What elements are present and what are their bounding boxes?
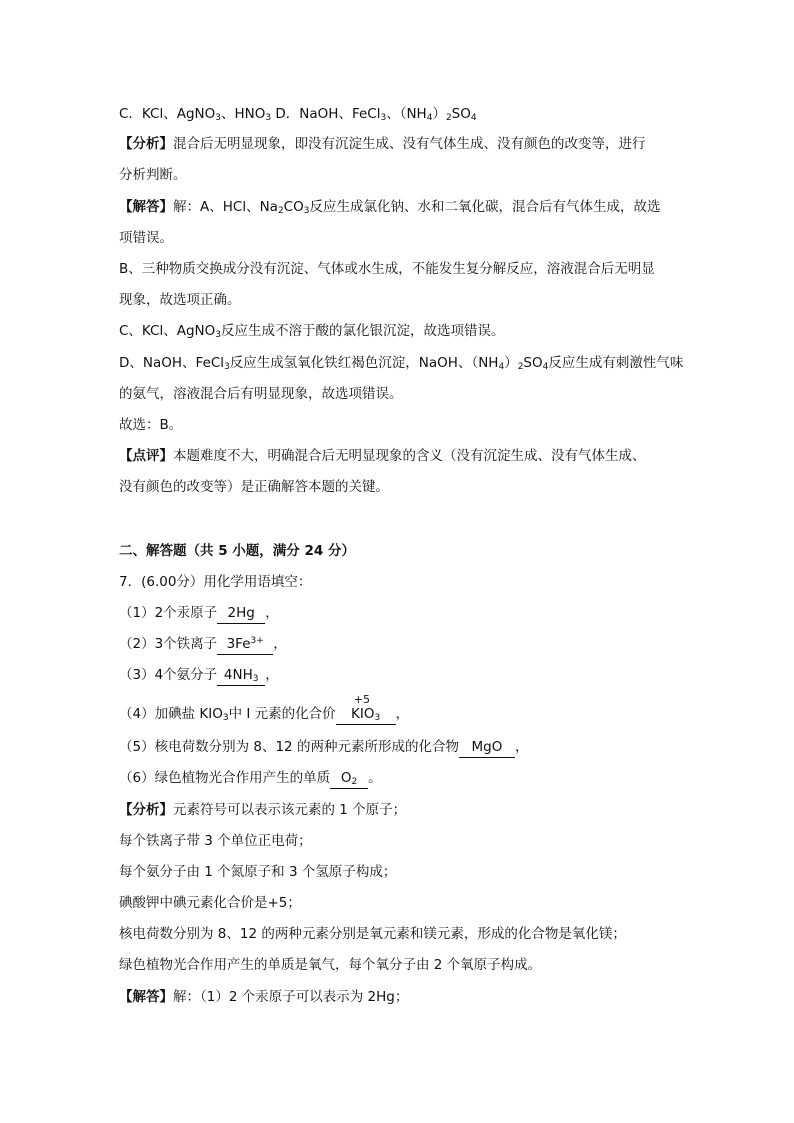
analysis-2-line-4: 碘酸钾中碘元素化合价是+5； xyxy=(119,895,301,911)
answer-blank-6: $O_2$ xyxy=(330,768,368,789)
analysis-2-line-2: 每个铁离子带 3 个单位正电荷； xyxy=(119,833,312,849)
question-7-part-2: （2）3个铁离子 $3Fe^{3+}$ ， xyxy=(119,634,287,655)
question-7-part-4: （4）加碘盐 $KIO_3$中 I 元素的化合价 K +5 $IO_3$ ， xyxy=(119,693,410,723)
valence-mark: +5 I xyxy=(353,693,370,722)
answer-line-2: 项错误。 xyxy=(119,230,173,246)
analysis-2-line-6: 绿色植物光合作用产生的单质是氧气，每个氧分子由 2 个氧原子构成。 xyxy=(119,957,542,973)
question-7: 7．(6.00分）用化学用语填空： xyxy=(119,574,312,590)
question-7-part-6: （6）绿色植物光合作用产生的单质 $O_2$ 。 xyxy=(119,770,382,787)
answer-d-line-1: D、NaOH、FeCl$_3$反应生成氢氧化铁红褐色沉淀，NaOH、$(NH_4)_2SO_4$反应生成有刺激性气味 xyxy=(119,355,684,372)
answer-blank-5: MgO xyxy=(459,737,515,758)
question-7-part-5: （5）核电荷数分别为 8、12 的两种元素所形成的化合物 MgO ， xyxy=(119,737,528,758)
analysis-2-line-3: 每个氨分子由 1 个氮原子和 3 个氢原子构成； xyxy=(119,864,397,880)
analysis-2-line-5: 核电荷数分别为 8、12 的两种元素分别是氧元素和镁元素，形成的化合物是氧化镁； xyxy=(119,926,626,942)
answer-c-line: C、KCl、AgNO$_3$反应生成不溶于酸的氯化银沉淀，故选项错误。 xyxy=(119,323,505,340)
answer-blank-3: $4NH_3$ xyxy=(217,665,265,686)
comment-line-2: 没有颜色的改变等）是正确解答本题的关键。 xyxy=(119,479,389,495)
final-choice: 故选：B。 xyxy=(119,417,183,433)
analysis-line-2: 分析判断。 xyxy=(119,167,187,183)
option-cd-line: C．KCl、AgNO$_3$、$HNO_3$ D．NaOH、FeCl$_3$、$(NH_4)_2SO_4$ xyxy=(119,106,477,123)
question-7-part-1: （1）2个汞原子 2Hg ， xyxy=(119,603,279,624)
answer-blank-1: 2Hg xyxy=(217,603,265,624)
comment-line-1: 【点评】本题难度不大，明确混合后无明显现象的含义（没有沉淀生成、没有气体生成、 xyxy=(119,448,646,464)
answer-line-1: 【解答】解：A、HCl、$Na_2CO_3$反应生成氯化钠、水和二氧化碳，混合后有气体生成，故选 xyxy=(119,199,661,216)
section-heading: 二、解答题（共 5 小题，满分 24 分） xyxy=(119,543,355,559)
answer-b-line-2: 现象，故选项正确。 xyxy=(119,292,241,308)
answer-blank-2: $3Fe^{3+}$ xyxy=(217,634,273,655)
answer-blank-4: K +5 $IO_3$ xyxy=(336,704,396,725)
answer-2-line-1: 【解答】解：（1）2 个汞原子可以表示为 2Hg； xyxy=(119,989,409,1005)
analysis-line-1: 【分析】混合后无明显现象，即没有沉淀生成、没有气体生成、没有颜色的改变等，进行 xyxy=(119,136,646,152)
question-7-part-3: （3）4个氨分子 $4NH_3$ ， xyxy=(119,667,279,684)
answer-b-line-1: B、三种物质交换成分没有沉淀、气体或水生成，不能发生复分解反应，溶液混合后无明显 xyxy=(119,261,655,277)
answer-d-line-2: 的氨气，溶液混合后有明显现象，故选项错误。 xyxy=(119,386,403,402)
analysis-2-line-1: 【分析】元素符号可以表示该元素的 1 个原子； xyxy=(119,802,407,818)
